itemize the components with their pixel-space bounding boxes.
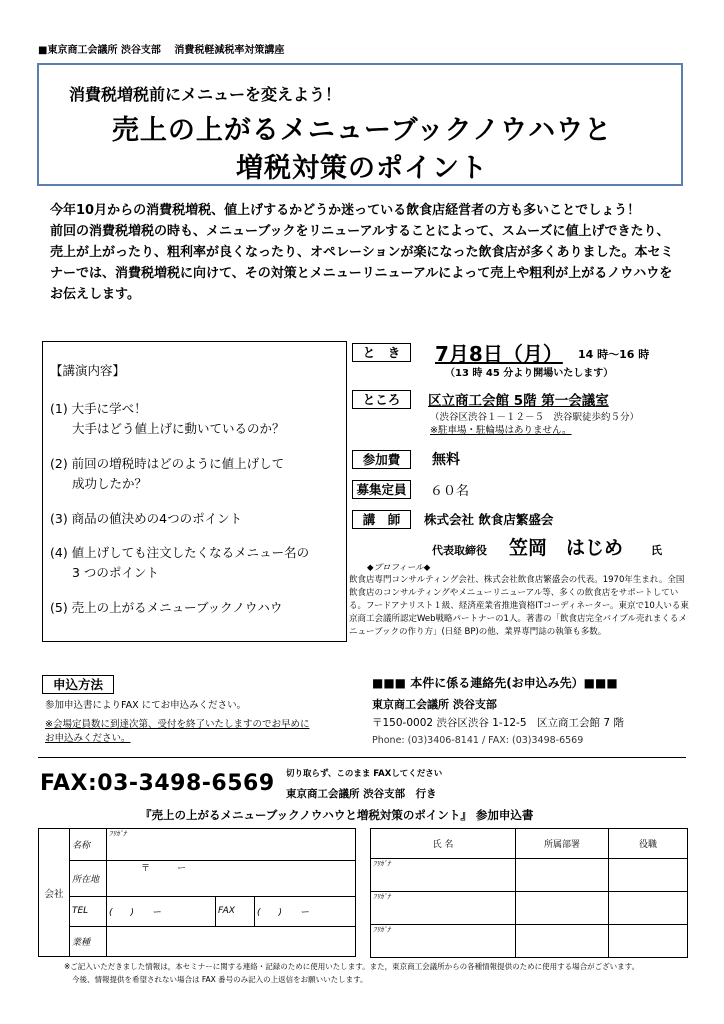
- fax-field[interactable]: [255, 896, 356, 926]
- speaker-profile: 飲食店専門コンサルティング会社、株式会社飲食店繁盛会の代表。1970年生まれ。全国飲食店のコンサルティングやメニューリニューアル等、多くの飲食店をサポートしている。フードアナリスト１級、経済産業省推進資格ITコーディネーター。東京で10人いる東京商工会議所認定Web戦略パートナーの1人。著書の「飲食店完全バイブル売れまくるメニューブックの作り方」(日経 BP)の他、業界専門誌の執筆も多数。: [349, 575, 689, 637]
- parking-note: ※駐車場・駐輪場はありません。: [430, 425, 572, 436]
- fee-value: 無料: [432, 452, 460, 468]
- attendee-dept-field[interactable]: [516, 859, 609, 892]
- lecture-item-text: (3) 商品の値決めの4つのポイント: [50, 511, 243, 526]
- address-field[interactable]: [107, 861, 356, 896]
- contact-organization: 東京商工会議所 渋谷支部: [372, 698, 497, 711]
- speaker-organization: 株式会社 飲食店繁盛会: [424, 512, 554, 527]
- col-dept-header: 所属部署: [516, 829, 609, 859]
- attendee-dept-field[interactable]: [516, 925, 609, 958]
- lecture-item-text: (4) 値上げしても注文したくなるメニュー名の: [50, 545, 310, 560]
- lecture-item-3: [50, 509, 242, 529]
- speaker-name: 笠岡 はじめ: [509, 537, 624, 559]
- industry-field[interactable]: [107, 926, 356, 956]
- header-label: ■東京商工会議所 渋谷支部 消費税軽減税率対策講座: [38, 45, 285, 56]
- attendee-name-field[interactable]: [371, 892, 516, 925]
- speaker-role: 代表取締役: [432, 544, 487, 557]
- lecture-item-5: [50, 598, 282, 618]
- contact-address: 〒150-0002 渋谷区渋谷 1-12-5 区立商工会館 7 階: [372, 717, 624, 729]
- furigana-label: ﾌﾘｶﾞﾅ: [373, 893, 391, 901]
- col-name-header: 氏 名: [371, 829, 516, 859]
- lecture-item-text: (5) 売上の上がるメニューブックノウハウ: [50, 600, 283, 615]
- speaker-label: 講 師: [352, 510, 411, 529]
- main-title-line2: 増税対策のポイント: [236, 153, 488, 184]
- lecture-item-text: 3 つのポイント: [72, 565, 159, 580]
- industry-label: 業種: [70, 926, 107, 956]
- tel-label: TEL: [70, 896, 107, 926]
- fax-number: FAX:03-3498-6569: [40, 771, 275, 796]
- profile-heading: ◆プロフィール◆: [367, 563, 431, 573]
- attendee-title-field[interactable]: [609, 892, 688, 925]
- capacity-label: 募集定員: [352, 480, 411, 499]
- form-title: 『売上の上がるメニューブックノウハウと増税対策のポイント』 参加申込書: [140, 808, 534, 822]
- company-info-table: [38, 828, 356, 957]
- privacy-note-line2: 今後、情報提供を希望されない場合は FAX 番号のみ記入の上返信をお願いいたします。: [72, 975, 368, 984]
- capacity-value: ６０名: [430, 484, 470, 499]
- main-title-line1: 売上の上がるメニューブックノウハウと: [111, 115, 613, 146]
- attendee-name-field[interactable]: [371, 925, 516, 958]
- lecture-heading: 【講演内容】: [50, 363, 126, 378]
- contact-phone: Phone: (03)3406-8141 / FAX: (03)3498-6569: [372, 735, 584, 746]
- fax-placeholder: ( ) ー: [257, 907, 310, 918]
- fax-cut-note: 切り取らず、このまま FAXしてください: [286, 769, 443, 779]
- lecture-item-4: [50, 543, 309, 583]
- attendee-dept-field[interactable]: [516, 892, 609, 925]
- where-label: ところ: [352, 390, 411, 409]
- event-time: 14 時～16 時: [578, 348, 650, 361]
- fax-destination: 東京商工会議所 渋谷支部 行き: [286, 788, 437, 800]
- attendee-name-field[interactable]: [371, 859, 516, 892]
- event-date: 7月8日（月）: [435, 342, 563, 366]
- furigana-label: ﾌﾘｶﾞﾅ: [373, 860, 391, 868]
- apply-note-line1: ※会場定員数に到達次第、受付を終了いたしますのでお早めに: [45, 719, 310, 730]
- lecture-item-2: [50, 454, 284, 494]
- attendee-table: [370, 828, 688, 958]
- address-label: 所在地: [70, 861, 107, 896]
- attendee-title-field[interactable]: [609, 859, 688, 892]
- when-label: と き: [352, 343, 411, 362]
- lecture-item-text: 大手はどう値上げに動いているのか？: [72, 421, 285, 436]
- furigana-label: ﾌﾘｶﾞﾅ: [373, 926, 391, 934]
- intro-paragraph-2: 前回の消費税増税の時も、メニューブックをリニューアルすることによって、スムーズに値上げできたり、売上が上がったり、粗利率が良くなったり、オペレーションが楽になった飲食店が多くありました。本セミナーでは、消費税増税に向けて、その対策とメニューリニューアルによって売上や粗利が上がるノウハウをお伝えします。: [50, 224, 674, 302]
- company-name-field[interactable]: [107, 829, 356, 861]
- lecture-item-1: [50, 399, 285, 439]
- tel-field[interactable]: [107, 896, 216, 926]
- company-label: 会社: [39, 829, 70, 957]
- fax-label: FAX: [216, 896, 255, 926]
- speaker-suffix: 氏: [651, 544, 662, 557]
- tel-placeholder: ( ) ー: [109, 907, 162, 918]
- lecture-item-text: 成功したか？: [72, 476, 148, 491]
- intro-text: [50, 200, 680, 305]
- apply-method-label: 申込方法: [42, 675, 114, 694]
- name-label: 名称: [70, 829, 107, 861]
- lecture-item-text: (2) 前回の増税時はどのように値上げして: [50, 456, 285, 471]
- fee-label: 参加費: [352, 450, 411, 469]
- col-title-header: 役職: [609, 829, 688, 859]
- lecture-item-text: (1) 大手に学べ！: [50, 401, 147, 416]
- apply-text: 参加申込書によりFAX にてお申込みください。: [45, 700, 247, 711]
- venue: 区立商工会館 5階 第一会議室: [428, 393, 609, 409]
- contact-heading: ■■■ 本件に係る連絡先(お申込み先）■■■: [372, 676, 618, 690]
- furigana-label: ﾌﾘｶﾞﾅ: [109, 830, 127, 838]
- intro-paragraph-1: 今年10月からの消費税増税、値上げするかどうか迷っている飲食店経営者の方も多いことでしょう！: [50, 203, 641, 218]
- postal-mark: 〒 ー: [141, 864, 187, 875]
- privacy-note-line1: ※ご記入いただきました情報は，本セミナーに関する連絡・記録のために使用いたします。また，東京商工会議所からの各種情報提供のために使用する場合がございます。: [64, 962, 640, 971]
- subtitle: 消費税増税前にメニューを変えよう！: [69, 85, 342, 104]
- attendee-title-field[interactable]: [609, 925, 688, 958]
- venue-address: （渋谷区渋谷１－１２－５ 渋谷駅徒歩約５分）: [430, 412, 640, 423]
- section-divider: [38, 757, 686, 758]
- event-open-time: （13 時 45 分より開場いたします）: [445, 368, 614, 379]
- apply-note-line2: お申込みください。: [45, 733, 131, 744]
